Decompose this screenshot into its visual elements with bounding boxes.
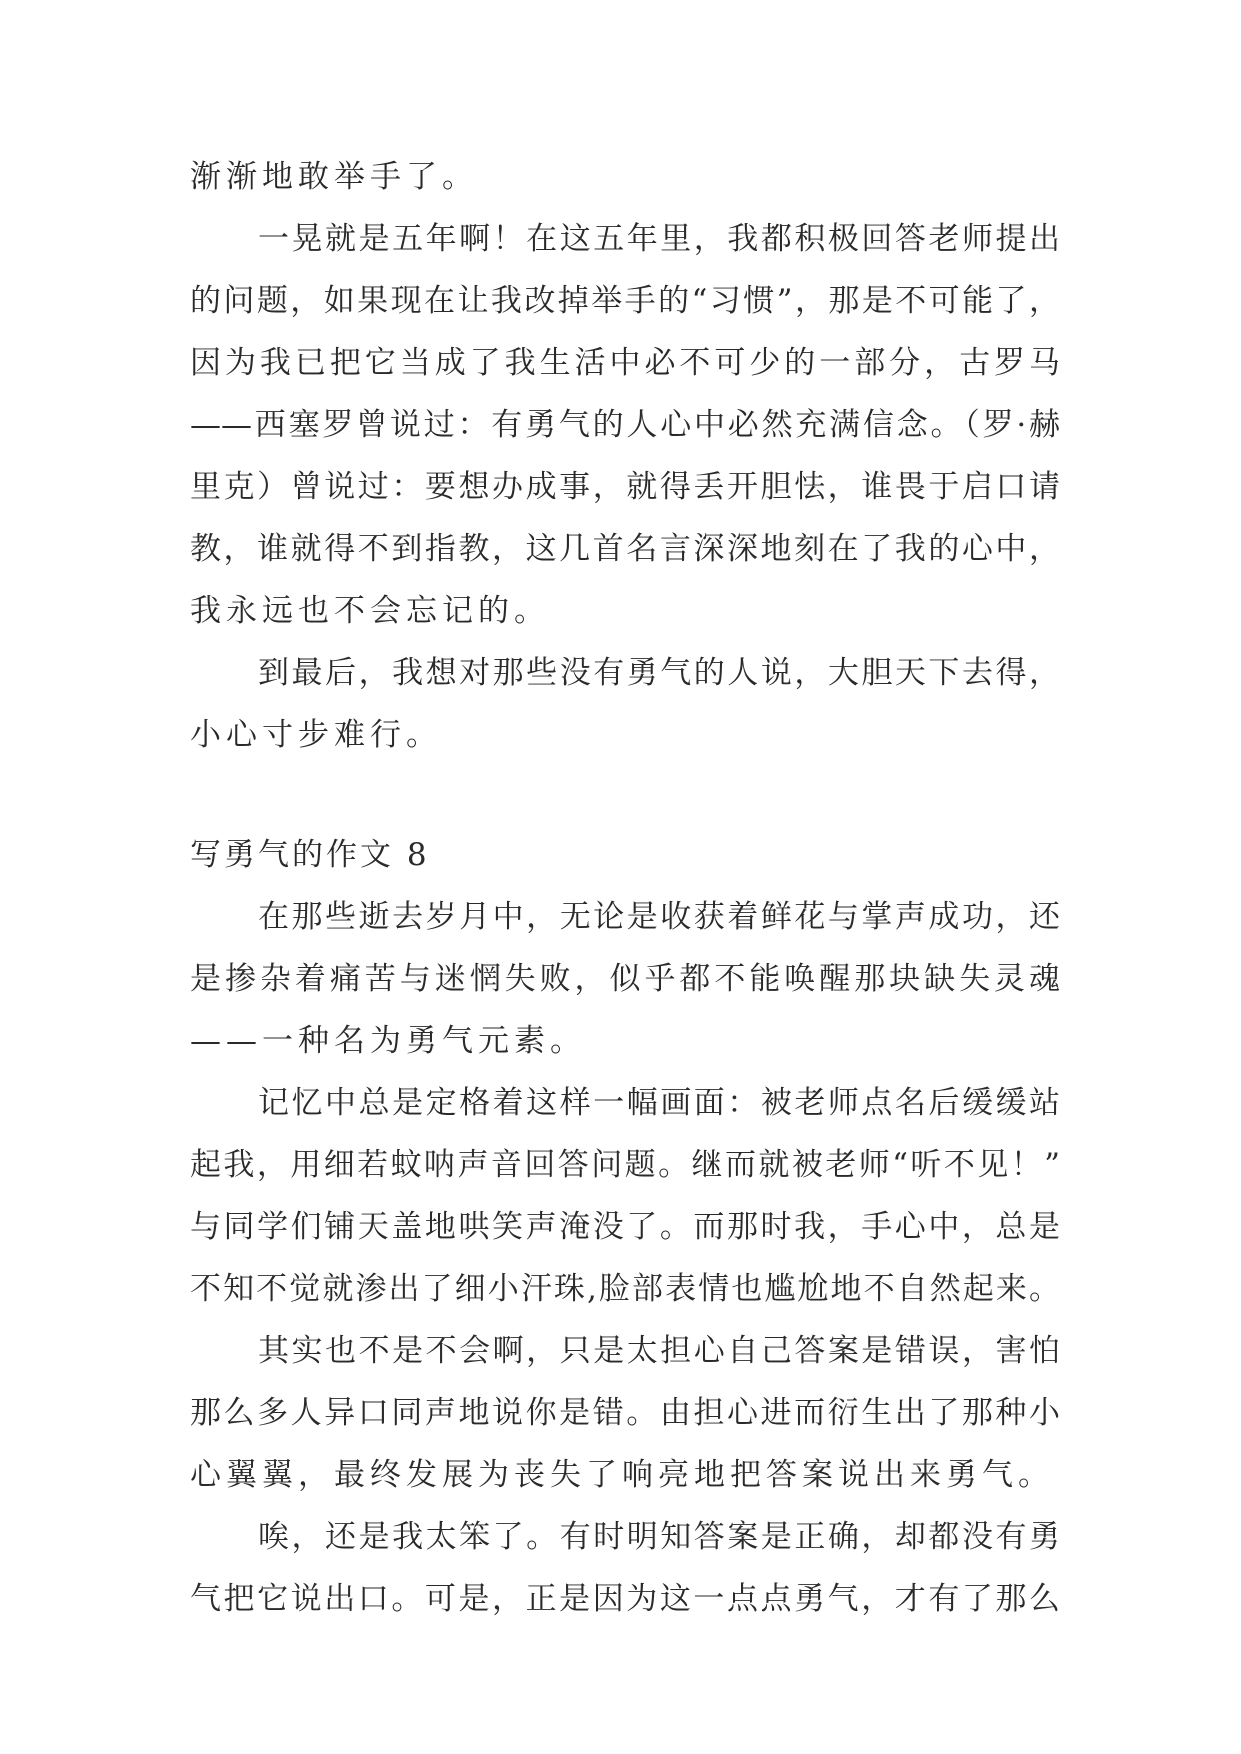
paragraph-line: 与同学们铺天盖地哄笑声淹没了。而那时我，手心中，总是 <box>190 1209 1060 1245</box>
paragraph-line: 其实也不是不会啊，只是太担心自己答案是错误，害怕 <box>258 1333 1060 1369</box>
paragraph-line: 在那些逝去岁月中，无论是收获着鲜花与掌声成功，还 <box>258 899 1060 935</box>
paragraph-line: 心翼翼，最终发展为丧失了响亮地把答案说出来勇气。 <box>190 1457 1054 1493</box>
paragraph-line: 不知不觉就渗出了细小汗珠,脸部表情也尴尬地不自然起来。 <box>190 1271 1060 1307</box>
paragraph-line: 的问题，如果现在让我改掉举手的“习惯”，那是不可能了， <box>190 283 1060 319</box>
paragraph-line: 我永远也不会忘记的。 <box>190 593 550 629</box>
paragraph-line: 教，谁就得不到指教，这几首名言深深地刻在了我的心中， <box>190 531 1060 567</box>
paragraph-line: 里克）曾说过：要想办成事，就得丢开胆怯，谁畏于启口请 <box>190 469 1060 505</box>
paragraph-line: 到最后，我想对那些没有勇气的人说，大胆天下去得， <box>258 655 1060 691</box>
paragraph-line: 起我，用细若蚊呐声音回答问题。继而就被老师“听不见！” <box>190 1147 1060 1183</box>
paragraph-line: 一晃就是五年啊！在这五年里，我都积极回答老师提出 <box>258 221 1060 257</box>
section-title: 写勇气的作文 8 <box>190 837 430 873</box>
paragraph-line: ——西塞罗曾说过：有勇气的人心中必然充满信念。（罗·赫 <box>190 407 1060 443</box>
paragraph-line: 记忆中总是定格着这样一幅画面：被老师点名后缓缓站 <box>258 1085 1060 1121</box>
paragraph-line: 唉，还是我太笨了。有时明知答案是正确，却都没有勇 <box>258 1519 1060 1555</box>
paragraph-line: 因为我已把它当成了我生活中必不可少的一部分，古罗马 <box>190 345 1060 381</box>
paragraph-line: 气把它说出口。可是，正是因为这一点点勇气，才有了那么 <box>190 1581 1060 1617</box>
paragraph-line: ——一种名为勇气元素。 <box>190 1023 586 1059</box>
paragraph-line: 小心寸步难行。 <box>190 717 442 753</box>
paragraph-line: 是掺杂着痛苦与迷惘失败，似乎都不能唤醒那块缺失灵魂 <box>190 961 1060 997</box>
paragraph-line: 渐渐地敢举手了。 <box>190 159 478 195</box>
paragraph-line: 那么多人异口同声地说你是错。由担心进而衍生出了那种小 <box>190 1395 1060 1431</box>
